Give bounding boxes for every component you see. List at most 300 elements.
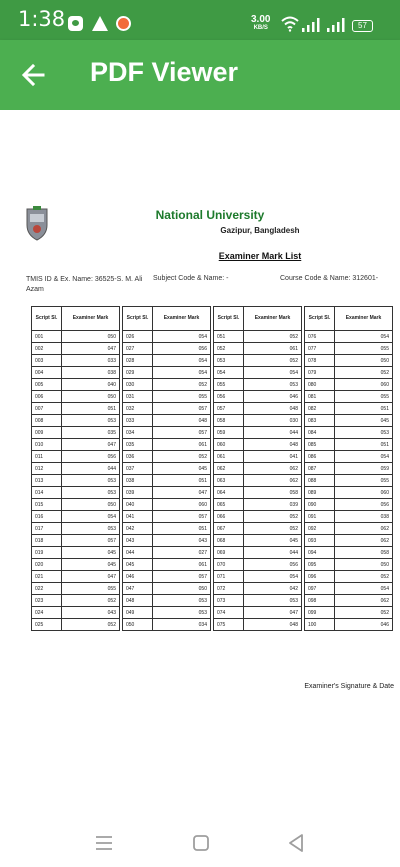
script-serial-cell: 009 [32,427,62,439]
table-row [214,511,302,523]
examiner-mark-cell: 055 [153,391,211,403]
examiner-mark-cell: 053 [153,595,211,607]
table-row [32,535,120,547]
table-row [214,439,302,451]
recorder-notification-icon [116,16,131,31]
table-row [214,499,302,511]
table-row [214,343,302,355]
examiner-mark-cell: 052 [335,367,393,379]
examiner-mark-cell: 048 [244,439,302,451]
examiner-mark-cell: 054 [335,583,393,595]
table-row [214,583,302,595]
examiner-mark-cell: 060 [335,487,393,499]
script-serial-cell: 056 [214,391,244,403]
examiner-mark-cell: 051 [62,403,120,415]
script-serial-cell: 024 [32,607,62,619]
script-serial-cell: 077 [305,343,335,355]
script-serial-cell: 022 [32,583,62,595]
examiner-mark-cell: 053 [62,487,120,499]
examiner-mark-cell: 055 [335,475,393,487]
script-serial-cell: 060 [214,439,244,451]
script-serial-cell: 081 [305,391,335,403]
examiner-mark-cell: 030 [244,415,302,427]
table-row [32,547,120,559]
script-serial-cell: 034 [123,427,153,439]
script-serial-cell: 066 [214,511,244,523]
table-row [305,487,393,499]
table-row [32,619,120,631]
examiner-mark-cell: 061 [244,343,302,355]
script-serial-cell: 036 [123,451,153,463]
network-speed-unit: KB/S [253,25,268,31]
table-header-row [305,307,393,331]
script-serial-cell: 090 [305,499,335,511]
table-row [305,571,393,583]
script-serial-cell: 047 [123,583,153,595]
script-serial-cell: 069 [214,547,244,559]
script-serial-cell: 010 [32,439,62,451]
examiner-mark-cell: 040 [62,379,120,391]
table-row [32,607,120,619]
script-serial-cell: 058 [214,415,244,427]
examiner-mark-cell: 035 [62,427,120,439]
table-row [305,607,393,619]
table-row [123,355,211,367]
script-serial-cell: 041 [123,511,153,523]
script-serial-cell: 065 [214,499,244,511]
table-row [305,439,393,451]
examiner-mark-cell: 053 [62,475,120,487]
examiner-mark-cell: 051 [335,403,393,415]
table-row [123,535,211,547]
table-row [305,427,393,439]
network-speed [251,16,270,32]
examiner-mark-cell: 050 [62,331,120,343]
table-row [123,499,211,511]
table-row [32,451,120,463]
examiner-mark-cell: 052 [335,607,393,619]
examiner-mark-cell: 047 [244,607,302,619]
script-serial-cell: 049 [123,607,153,619]
table-row [123,379,211,391]
examiner-mark-cell: 045 [153,463,211,475]
examiner-mark-cell: 062 [335,523,393,535]
examiner-mark-cell: 053 [335,427,393,439]
script-serial-cell: 026 [123,331,153,343]
table-row [123,367,211,379]
mark-table [213,306,302,631]
table-row [305,451,393,463]
table-row [214,379,302,391]
examiner-mark-cell: 054 [244,571,302,583]
examiner-mark-cell: 055 [335,343,393,355]
examiner-mark-cell: 054 [244,367,302,379]
document-meta [26,275,392,299]
table-row [214,595,302,607]
table-row [123,595,211,607]
university-location: Gazipur, Bangladesh [220,226,300,235]
examiner-mark-cell: 052 [153,451,211,463]
script-serial-cell: 085 [305,439,335,451]
status-bar [0,0,400,40]
course-line: Course Code & Name: 312601- [280,275,379,282]
script-serial-cell: 043 [123,535,153,547]
script-serial-cell: 086 [305,451,335,463]
table-row [214,331,302,343]
examiner-mark-cell: 052 [244,523,302,535]
column-header-script: Script Sl. [123,307,153,331]
script-serial-cell: 051 [214,331,244,343]
table-row [123,547,211,559]
table-row [32,583,120,595]
signal-strength-icon [302,18,322,32]
script-serial-cell: 012 [32,463,62,475]
script-serial-cell: 073 [214,595,244,607]
table-row [305,559,393,571]
table-row [123,523,211,535]
examiner-mark-cell: 054 [335,451,393,463]
table-row [214,415,302,427]
script-serial-cell: 016 [32,511,62,523]
script-serial-cell: 035 [123,439,153,451]
script-serial-cell: 080 [305,379,335,391]
script-serial-cell: 074 [214,607,244,619]
examiner-mark-cell: 054 [153,355,211,367]
table-row [123,463,211,475]
script-serial-cell: 001 [32,331,62,343]
column-header-script: Script Sl. [32,307,62,331]
table-row [32,487,120,499]
script-serial-cell: 002 [32,343,62,355]
examiner-mark-cell: 053 [244,595,302,607]
script-serial-cell: 050 [123,619,153,631]
table-row [214,559,302,571]
examiner-mark-cell: 052 [244,331,302,343]
script-serial-cell: 046 [123,571,153,583]
table-row [214,619,302,631]
pdf-page[interactable] [0,110,400,820]
table-row [123,331,211,343]
table-row [305,415,393,427]
table-header-row [123,307,211,331]
examiner-mark-cell: 052 [244,511,302,523]
examiner-mark-cell: 061 [153,439,211,451]
table-row [305,331,393,343]
script-serial-cell: 023 [32,595,62,607]
table-row [32,511,120,523]
script-serial-cell: 045 [123,559,153,571]
column-header-script: Script Sl. [214,307,244,331]
script-serial-cell: 003 [32,355,62,367]
table-row [32,559,120,571]
script-serial-cell: 031 [123,391,153,403]
examiner-mark-cell: 047 [153,487,211,499]
table-row [214,451,302,463]
examiner-mark-cell: 043 [62,607,120,619]
university-name: National University [155,208,265,222]
script-serial-cell: 072 [214,583,244,595]
table-row [305,367,393,379]
table-row [123,439,211,451]
examiner-mark-cell: 053 [62,523,120,535]
table-row [123,487,211,499]
examiner-mark-cell: 061 [153,559,211,571]
examiner-mark-cell: 039 [244,499,302,511]
script-serial-cell: 075 [214,619,244,631]
examiner-mark-cell: 034 [153,619,211,631]
script-serial-cell: 054 [214,367,244,379]
script-serial-cell: 082 [305,403,335,415]
examiner-mark-cell: 062 [335,535,393,547]
script-serial-cell: 088 [305,475,335,487]
table-row [305,595,393,607]
examiner-mark-cell: 033 [62,355,120,367]
table-row [214,391,302,403]
table-row [305,379,393,391]
examiner-mark-cell: 057 [153,571,211,583]
examiner-mark-cell: 050 [62,391,120,403]
table-row [32,475,120,487]
table-row [123,343,211,355]
signal-strength-icon [327,18,347,32]
table-row [32,499,120,511]
examiner-mark-cell: 056 [335,499,393,511]
examiner-mark-cell: 053 [62,415,120,427]
table-row [305,499,393,511]
examiner-mark-cell: 062 [335,595,393,607]
script-serial-cell: 091 [305,511,335,523]
table-row [214,535,302,547]
examiner-mark-cell: 048 [244,403,302,415]
script-serial-cell: 005 [32,379,62,391]
table-row [214,547,302,559]
script-serial-cell: 019 [32,547,62,559]
table-row [305,403,393,415]
script-serial-cell: 083 [305,415,335,427]
table-row [305,523,393,535]
script-serial-cell: 013 [32,475,62,487]
table-row [305,355,393,367]
table-row [123,571,211,583]
examiner-mark-cell: 057 [62,535,120,547]
column-header-mark: Examiner Mark [335,307,393,331]
script-serial-cell: 068 [214,535,244,547]
examiner-mark-cell: 038 [335,511,393,523]
table-row [123,583,211,595]
script-serial-cell: 067 [214,523,244,535]
tmis-examiner-line: TMIS ID & Ex. Name: 36525-S. M. Ali Azam [26,276,143,293]
table-row [32,415,120,427]
script-serial-cell: 052 [214,343,244,355]
script-serial-cell: 030 [123,379,153,391]
wifi-icon [281,16,299,32]
table-row [214,571,302,583]
script-serial-cell: 044 [123,547,153,559]
examiner-signature-label: Examiner's Signature & Date [304,683,394,690]
script-serial-cell: 011 [32,451,62,463]
examiner-mark-cell: 048 [244,619,302,631]
script-serial-cell: 079 [305,367,335,379]
script-serial-cell: 076 [305,331,335,343]
table-row [305,463,393,475]
table-row [305,475,393,487]
examiner-mark-cell: 047 [62,439,120,451]
examiner-mark-cell: 051 [153,523,211,535]
examiner-mark-cell: 038 [62,367,120,379]
script-serial-cell: 048 [123,595,153,607]
examiner-mark-cell: 048 [153,415,211,427]
script-serial-cell: 063 [214,475,244,487]
network-speed-value: 3.00 [251,14,271,25]
table-row [32,427,120,439]
script-serial-cell: 089 [305,487,335,499]
examiner-mark-cell: 054 [153,367,211,379]
examiner-mark-cell: 046 [335,619,393,631]
examiner-mark-cell: 057 [153,427,211,439]
back-button[interactable] [17,58,51,92]
script-serial-cell: 007 [32,403,62,415]
script-serial-cell: 098 [305,595,335,607]
table-row [32,379,120,391]
table-row [214,463,302,475]
examiner-mark-cell: 043 [153,535,211,547]
examiner-mark-cell: 056 [153,343,211,355]
table-header-row [32,307,120,331]
table-row [123,559,211,571]
script-serial-cell: 006 [32,391,62,403]
message-notification-icon [68,16,83,31]
examiner-mark-cell: 060 [153,499,211,511]
script-serial-cell: 028 [123,355,153,367]
table-row [123,415,211,427]
app-bar [0,40,400,110]
examiner-mark-cell: 062 [244,475,302,487]
script-serial-cell: 087 [305,463,335,475]
script-serial-cell: 094 [305,547,335,559]
table-row [123,451,211,463]
table-row [32,331,120,343]
script-serial-cell: 018 [32,535,62,547]
table-row [32,403,120,415]
examiner-mark-cell: 047 [62,343,120,355]
table-row [123,427,211,439]
examiner-mark-cell: 044 [244,547,302,559]
table-row [214,427,302,439]
script-serial-cell: 014 [32,487,62,499]
script-serial-cell: 015 [32,499,62,511]
script-serial-cell: 097 [305,583,335,595]
column-header-mark: Examiner Mark [244,307,302,331]
home-button[interactable] [188,830,214,856]
examiner-mark-cell: 052 [153,379,211,391]
table-row [214,607,302,619]
table-row [123,475,211,487]
table-row [32,571,120,583]
examiner-mark-cell: 052 [62,595,120,607]
table-row [214,523,302,535]
examiner-mark-cell: 041 [244,451,302,463]
script-serial-cell: 070 [214,559,244,571]
table-row [305,535,393,547]
examiner-mark-cell: 027 [153,547,211,559]
script-serial-cell: 071 [214,571,244,583]
app-title: PDF Viewer [90,57,239,87]
examiner-mark-cell: 051 [335,439,393,451]
examiner-mark-cell: 050 [335,355,393,367]
examiner-mark-cell: 055 [335,391,393,403]
table-row [32,391,120,403]
examiner-mark-cell: 045 [62,559,120,571]
table-row [214,403,302,415]
examiner-mark-cell: 051 [153,475,211,487]
battery-icon: 57 [352,20,373,32]
table-row [123,403,211,415]
table-row [305,583,393,595]
table-row [32,343,120,355]
subject-line: Subject Code & Name: - [153,275,229,282]
examiner-mark-cell: 052 [62,619,120,631]
table-header-row [214,307,302,331]
script-serial-cell: 064 [214,487,244,499]
column-header-script: Script Sl. [305,307,335,331]
examiner-mark-cell: 045 [62,547,120,559]
script-serial-cell: 020 [32,559,62,571]
examiner-mark-cell: 056 [244,559,302,571]
status-time: 1:38 [18,7,66,31]
script-serial-cell: 008 [32,415,62,427]
examiner-mark-cell: 046 [244,391,302,403]
examiner-mark-cell: 058 [244,487,302,499]
script-serial-cell: 040 [123,499,153,511]
script-serial-cell: 099 [305,607,335,619]
examiner-mark-cell: 053 [244,379,302,391]
examiner-mark-cell: 057 [153,511,211,523]
table-row [123,619,211,631]
recents-button[interactable] [91,830,117,856]
mark-table [122,306,211,631]
script-serial-cell: 038 [123,475,153,487]
examiner-mark-cell: 054 [335,331,393,343]
column-header-mark: Examiner Mark [153,307,211,331]
examiner-mark-cell: 054 [62,511,120,523]
table-row [123,511,211,523]
table-row [305,343,393,355]
table-row [305,547,393,559]
examiner-mark-cell: 060 [335,379,393,391]
table-row [32,439,120,451]
script-serial-cell: 025 [32,619,62,631]
examiner-mark-cell: 052 [335,571,393,583]
table-row [305,391,393,403]
examiner-mark-cell: 045 [244,535,302,547]
table-row [305,511,393,523]
nav-back-button[interactable] [283,830,309,856]
script-serial-cell: 061 [214,451,244,463]
navigation-bar [0,820,400,867]
script-serial-cell: 057 [214,403,244,415]
table-row [214,487,302,499]
column-header-mark: Examiner Mark [62,307,120,331]
table-row [214,355,302,367]
table-row [214,475,302,487]
examiner-mark-cell: 050 [153,583,211,595]
examiner-mark-cell: 042 [244,583,302,595]
script-serial-cell: 078 [305,355,335,367]
examiner-mark-cell: 059 [335,463,393,475]
examiner-mark-cell: 052 [244,355,302,367]
examiner-mark-cell: 045 [335,415,393,427]
table-row [32,367,120,379]
